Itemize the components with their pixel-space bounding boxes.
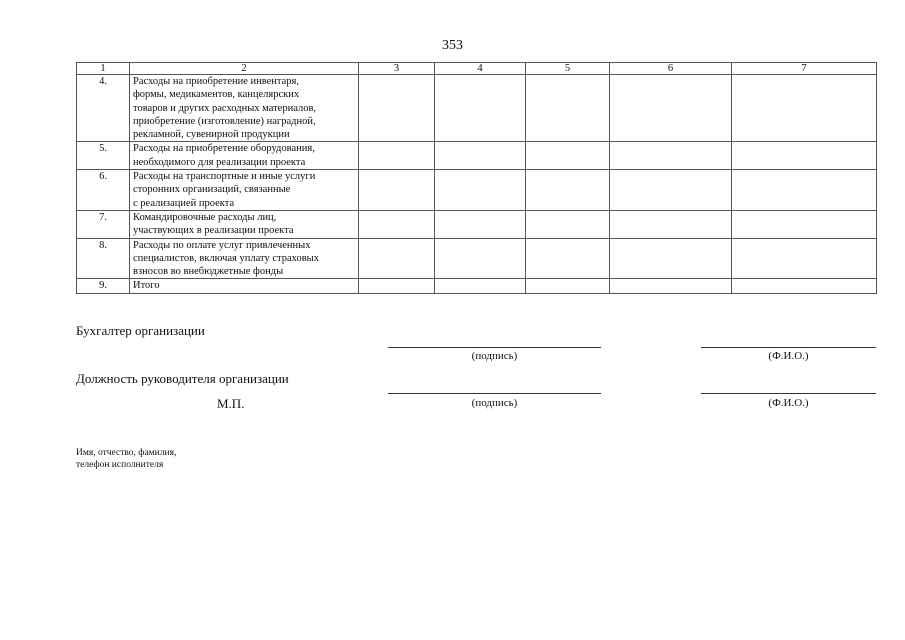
expense-table [76, 62, 877, 294]
executor-info: Имя, отчество, фамилия, телефон исполнителя [76, 448, 177, 470]
value-cell [732, 210, 877, 238]
value-cell [526, 238, 610, 279]
value-cell [435, 170, 526, 211]
row-number: 7. [77, 210, 130, 238]
header-row [77, 63, 877, 75]
value-cell [610, 279, 732, 293]
value-cell [610, 75, 732, 142]
value-cell [359, 238, 435, 279]
column-header: 1 [77, 63, 130, 75]
column-header: 6 [610, 63, 732, 75]
row-description: Итого [130, 279, 359, 293]
head-name-caption: (Ф.И.О.) [768, 397, 809, 409]
value-cell [732, 238, 877, 279]
value-cell [359, 142, 435, 170]
row-description: Расходы на транспортные и иные услуги сторонних организаций, связанные с реализацией проекта [130, 170, 359, 211]
value-cell [435, 142, 526, 170]
value-cell [435, 75, 526, 142]
column-header: 7 [732, 63, 877, 75]
row-number: 4. [77, 75, 130, 142]
value-cell [359, 210, 435, 238]
row-description: Расходы по оплате услуг привлеченных специалистов, включая уплату страховых взносов во внебюджетные фонды [130, 238, 359, 279]
accountant-signature-line [388, 347, 601, 348]
value-cell [526, 75, 610, 142]
page-number: 353 [442, 38, 463, 53]
row-description: Расходы на приобретение инвентаря, формы, медикаментов, канцелярских товаров и других расходных материалов, приобретение (изготовление) наградной, рекламной, сувенирной продукции [130, 75, 359, 142]
row-number: 6. [77, 170, 130, 211]
row-number: 9. [77, 279, 130, 293]
head-signature-caption: (подпись) [471, 397, 518, 409]
table-row [77, 210, 877, 238]
table-row [77, 142, 877, 170]
value-cell [435, 238, 526, 279]
value-cell [610, 238, 732, 279]
value-cell [526, 170, 610, 211]
value-cell [610, 170, 732, 211]
table-row [77, 238, 877, 279]
table-row [77, 279, 877, 293]
column-header: 4 [435, 63, 526, 75]
column-header: 2 [130, 63, 359, 75]
value-cell [526, 279, 610, 293]
column-header: 5 [526, 63, 610, 75]
value-cell [435, 279, 526, 293]
head-signature-line [388, 393, 601, 394]
stamp-label: М.П. [217, 396, 245, 411]
value-cell [732, 75, 877, 142]
value-cell [732, 142, 877, 170]
accountant-name-line [701, 347, 876, 348]
value-cell [435, 210, 526, 238]
row-number: 5. [77, 142, 130, 170]
value-cell [359, 170, 435, 211]
value-cell [359, 75, 435, 142]
value-cell [359, 279, 435, 293]
row-description: Командировочные расходы лиц, участвующих в реализации проекта [130, 210, 359, 238]
row-number: 8. [77, 238, 130, 279]
accountant-title: Бухгалтер организации [76, 323, 205, 338]
column-header: 3 [359, 63, 435, 75]
row-description: Расходы на приобретение оборудования, необходимого для реализации проекта [130, 142, 359, 170]
accountant-name-caption: (Ф.И.О.) [768, 350, 809, 362]
value-cell [732, 279, 877, 293]
value-cell [732, 170, 877, 211]
table-row [77, 75, 877, 142]
table-row [77, 170, 877, 211]
value-cell [526, 142, 610, 170]
value-cell [610, 210, 732, 238]
value-cell [610, 142, 732, 170]
head-title: Должность руководителя организации [76, 371, 289, 386]
head-name-line [701, 393, 876, 394]
accountant-signature-caption: (подпись) [471, 350, 518, 362]
value-cell [526, 210, 610, 238]
